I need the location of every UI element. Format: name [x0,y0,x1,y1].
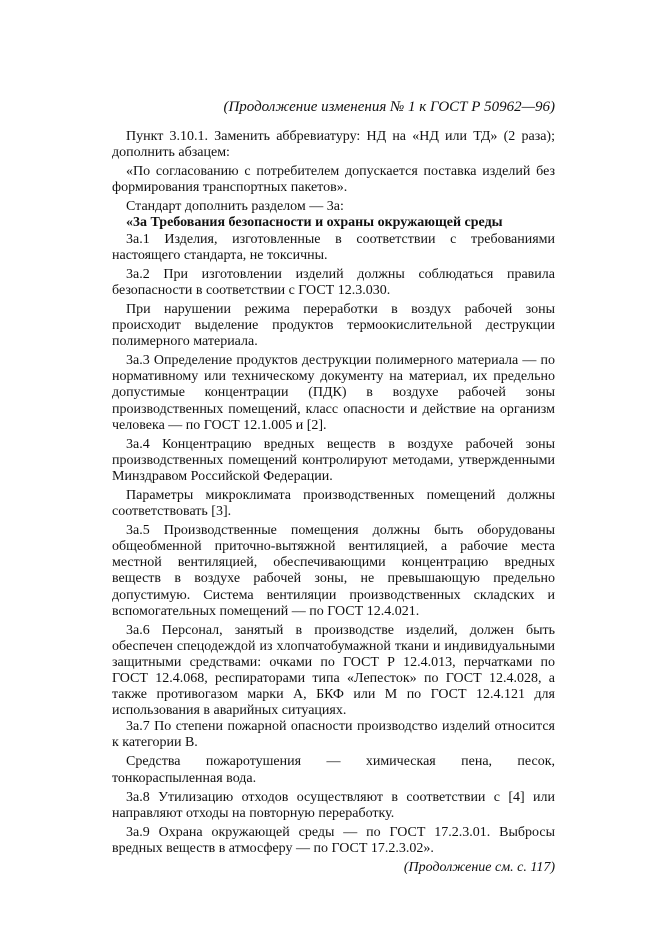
paragraph-3a-2: 3а.2 При изготовлении изделий должны соблюдаться правила безопасности в соответствии с ГОСТ 12.3.030. [112,266,555,298]
paragraph-quote-supply: «По согласованию с потребителем допускается поставка изделий без формирования транспортных пакетов». [112,164,555,196]
paragraph-3a-5: 3а.5 Производственные помещения должны быть оборудованы общеобменной приточно-вытяжной вентиляцией, а рабочие места местной вентиляцией, обеспечивающими концентрацию вредных веществ в воздухе рабочей зоны, не превышающую предельно допустимую. Система вентиляции производственных складских и вспомогательных помещений — по ГОСТ 12.4.021. [112,523,555,619]
continuation-header: (Продолжение изменения № 1 к ГОСТ Р 50962—96) [223,99,555,115]
continuation-footer: (Продолжение см. с. 117) [403,860,555,876]
paragraph-fire-extinguishing: Средства пожаротушения — химическая пена, песок, тонкораспыленная вода. [112,754,555,786]
paragraph-3a-9: 3а.9 Охрана окружающей среды — по ГОСТ 17.2.3.01. Выбросы вредных веществ в атмосферу — по ГОСТ 17.2.3.02». [112,824,555,856]
paragraph-processing-violation: При нарушении режима переработки в воздух рабочей зоны происходит выделение продуктов термоокислительной деструкции полимерного материала. [112,301,555,350]
paragraph-microclimate: Параметры микроклимата производственных помещений должны соответствовать [3]. [112,487,555,520]
paragraph-3-10-1: Пункт 3.10.1. Заменить аббревиатуру: НД на «НД или ТД» (2 раза); дополнить абзацем: [112,129,555,161]
paragraph-3a-8: 3а.8 Утилизацию отходов осуществляют в соответствии с [4] или направляют отходы на повторную переработку. [112,789,555,821]
paragraph-3a-6: 3а.6 Персонал, занятый в производстве изделий, должен быть обеспечен спецодеждой из хлопчатобумажной ткани и индивидуальными защитными средствами: очками по ГОСТ Р 12.4.013, перчатками по ГОСТ 12.4.068, респираторами типа «Лепесток» по ГОСТ 12.4.028, а также противогазом марки А, БКФ или М по ГОСТ 12.4.121 для использования в аварийных ситуациях. [112,622,555,719]
paragraph-3a-1: 3а.1 Изделия, изготовленные в соответствии с требованиями настоящего стандарта, не токсичны. [112,231,555,263]
paragraph-3a-7: 3а.7 По степени пожарной опасности производство изделий относится к категории В. [112,719,555,751]
section-heading-3a: «3а Требования безопасности и охраны окружающей среды [126,215,503,231]
document-body [112,129,555,876]
paragraph-add-section: Стандарт дополнить разделом — 3а: [126,199,344,215]
paragraph-3a-4: 3а.4 Концентрацию вредных веществ в воздухе рабочей зоны производственных помещений контролируют методами, утвержденными Минздравом Российской Федерации. [112,436,555,484]
paragraph-3a-3: 3а.3 Определение продуктов деструкции полимерного материала — по нормативному или техническому документу на материал, их предельно допустимые концентрации (ПДК) в воздухе рабочей зоны производственных помещений, класс опасности и действие на организм человека — по ГОСТ 12.1.005 и [2]. [112,353,555,433]
